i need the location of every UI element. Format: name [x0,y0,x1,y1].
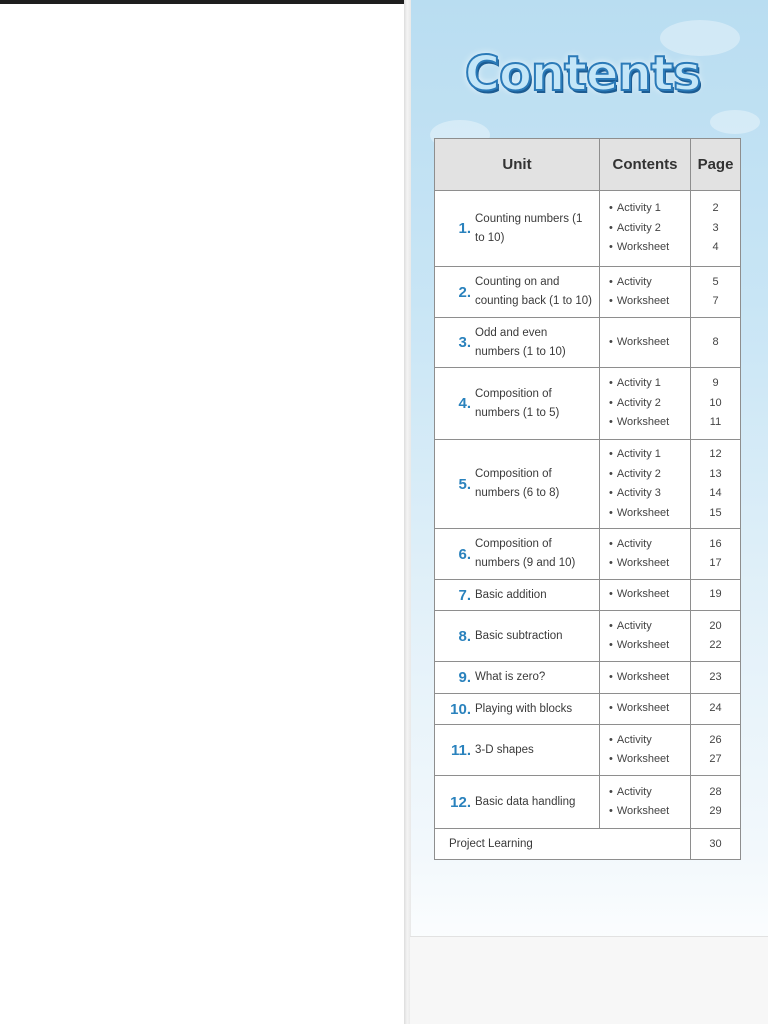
unit-row [435,368,741,440]
unit-number: 10. [450,700,471,718]
project-learning-label: Project Learning [435,829,691,860]
contents-table [434,138,741,860]
contents-item [609,585,690,605]
page-number: 4 [712,241,719,254]
page-cell [691,611,741,662]
unit-cell [435,529,600,580]
contents-item [609,273,690,293]
unit-row [435,611,741,662]
unit-title: Odd and even numbers (1 to 10) [475,326,566,358]
header-unit: Unit [435,139,600,191]
contents-cell [600,440,691,529]
page-number: 20 [709,619,722,632]
contents-cell [600,318,691,368]
page-number: 17 [709,557,722,569]
page-number: 3 [712,221,719,234]
contents-item-label: Activity [616,275,652,288]
contents-item [609,374,690,394]
unit-title: Basic addition [475,588,547,601]
page-number: 11 [709,416,722,429]
contents-cell [600,725,691,776]
unit-number: 12. [450,793,471,811]
page-cell [691,191,741,267]
unit-row [435,725,741,776]
page-cell [691,662,741,694]
bullet-icon: • [609,670,613,683]
contents-item [609,750,690,770]
unit-number: 9. [458,669,471,686]
unit-title: What is zero? [475,671,546,683]
contents-title: Contents [464,46,701,102]
contents-item-label: Activity 1 [616,377,661,390]
contents-cell [600,580,691,611]
unit-number: 8. [458,627,471,645]
contents-item [609,699,690,719]
bullet-icon: • [609,448,613,460]
contents-item [609,802,690,822]
project-learning-row [435,829,741,860]
page-number: 29 [709,805,722,817]
contents-item [609,199,690,219]
page-number: 23 [709,670,722,683]
unit-title: Counting numbers (1 to 10) [475,212,583,244]
bullet-icon: • [609,588,613,601]
contents-item [609,535,690,555]
unit-cell [435,580,600,611]
contents-item [609,783,690,803]
contents-item-label: Activity [616,537,652,550]
bullet-icon: • [609,295,613,307]
bullet-icon: • [609,396,613,409]
project-learning-page: 30 [691,829,741,860]
page-number: 26 [709,733,722,746]
unit-number: 3. [458,334,471,351]
page-number: 2 [712,202,719,215]
bullet-icon: • [609,805,613,817]
page-number: 27 [709,753,722,765]
page-cell [691,580,741,611]
page-cell [691,776,741,829]
unit-title: Playing with blocks [475,702,573,715]
bullet-icon: • [609,506,613,519]
contents-item-label: Activity 1 [616,448,661,460]
contents-cell [600,267,691,318]
unit-number: 7. [458,586,471,604]
page-number: 10 [709,396,722,409]
contents-item-label: Activity 1 [616,202,661,215]
contents-item-label: Worksheet [616,702,670,715]
table-header-row [435,139,741,191]
contents-item-label: Worksheet [616,557,670,569]
unit-number: 4. [458,395,471,412]
bullet-icon: • [609,702,613,715]
contents-item-label: Worksheet [616,805,670,817]
contents-item [609,219,690,239]
contents-item-label: Worksheet [616,588,670,601]
contents-item [609,292,690,312]
unit-cell [435,776,600,829]
contents-item [609,394,690,414]
contents-cell [600,368,691,440]
bullet-icon: • [609,221,613,234]
page-cell [691,318,741,368]
page-number: 16 [709,537,722,550]
page-bottom-edge [410,936,768,1024]
contents-item [609,617,690,637]
contents-item-label: Activity [616,785,652,798]
contents-item-label: Worksheet [616,670,670,683]
bullet-icon: • [609,467,613,480]
unit-cell [435,662,600,694]
bullet-icon: • [609,202,613,215]
book-spine [404,0,411,1024]
contents-cell [600,611,691,662]
contents-item [609,554,690,574]
bullet-icon: • [609,335,613,348]
page-number: 14 [709,487,722,499]
unit-row [435,267,741,318]
unit-title: Composition of numbers (9 and 10) [475,538,576,569]
contents-item-label: Worksheet [616,335,670,348]
unit-cell [435,611,600,662]
unit-row [435,662,741,694]
contents-item-label: Activity [616,733,652,746]
contents-item-label: Activity 2 [616,467,661,480]
bullet-icon: • [609,275,613,288]
bullet-icon: • [609,241,613,254]
bullet-icon: • [609,557,613,569]
left-blank-page [0,4,405,1024]
unit-row [435,694,741,725]
bullet-icon: • [609,753,613,765]
bullet-icon: • [609,733,613,746]
contents-cell [600,662,691,694]
unit-cell [435,368,600,440]
unit-cell [435,694,600,725]
header-page: Page [691,139,741,191]
contents-item-label: Worksheet [616,639,670,651]
unit-title: Basic data handling [475,795,576,808]
unit-row [435,776,741,829]
contents-item-label: Worksheet [616,241,670,254]
unit-cell [435,318,600,368]
unit-cell [435,725,600,776]
page-number: 7 [712,295,719,307]
unit-title: Composition of numbers (6 to 8) [475,468,560,499]
unit-row [435,529,741,580]
page-number: 15 [709,506,722,519]
unit-number: 1. [458,220,471,237]
unit-row [435,318,741,368]
contents-item-label: Worksheet [616,506,670,519]
contents-item-label: Worksheet [616,416,670,429]
contents-cell [600,529,691,580]
page-cell [691,368,741,440]
page-number: 5 [712,275,719,288]
unit-cell [435,440,600,529]
cloud-decoration [710,110,760,134]
page-cell [691,529,741,580]
page-number: 22 [709,639,722,651]
unit-title: Counting on and counting back (1 to 10) [475,276,592,307]
page-number: 24 [709,702,722,715]
bullet-icon: • [609,785,613,798]
contents-cell [600,191,691,267]
page-number: 12 [709,448,722,460]
unit-number: 6. [458,545,471,563]
page-number: 28 [709,785,722,798]
contents-item [609,504,690,524]
page-cell [691,725,741,776]
unit-cell [435,191,600,267]
contents-item-label: Worksheet [616,295,670,307]
contents-item-label: Activity 3 [616,487,661,499]
contents-cell [600,694,691,725]
contents-item [609,636,690,656]
bullet-icon: • [609,377,613,390]
contents-item [609,445,690,465]
contents-item-label: Activity [616,619,652,632]
contents-item [609,465,690,485]
unit-number: 2. [458,283,471,301]
unit-cell [435,267,600,318]
unit-number: 11. [450,741,471,759]
page-cell [691,694,741,725]
contents-item-label: Activity 2 [616,396,661,409]
page-number: 9 [712,377,719,390]
contents-item [609,238,690,258]
contents-item [609,731,690,751]
contents-item [609,413,690,433]
unit-row [435,580,741,611]
unit-title: Composition of numbers (1 to 5) [475,387,560,419]
bullet-icon: • [609,416,613,429]
bullet-icon: • [609,537,613,550]
contents-item [609,333,690,353]
page-number: 19 [709,588,722,601]
bullet-icon: • [609,639,613,651]
unit-row [435,440,741,529]
unit-title: 3-D shapes [475,743,534,756]
unit-title: Basic subtraction [475,629,563,642]
page-number: 13 [709,467,722,480]
header-contents: Contents [600,139,691,191]
contents-item [609,668,690,688]
contents-cell [600,776,691,829]
unit-number: 5. [458,475,471,493]
unit-row [435,191,741,267]
bullet-icon: • [609,619,613,632]
page-cell [691,267,741,318]
contents-item-label: Activity 2 [616,221,661,234]
contents-item [609,484,690,504]
page-cell [691,440,741,529]
bullet-icon: • [609,487,613,499]
contents-item-label: Worksheet [616,753,670,765]
page-number: 8 [712,335,719,348]
